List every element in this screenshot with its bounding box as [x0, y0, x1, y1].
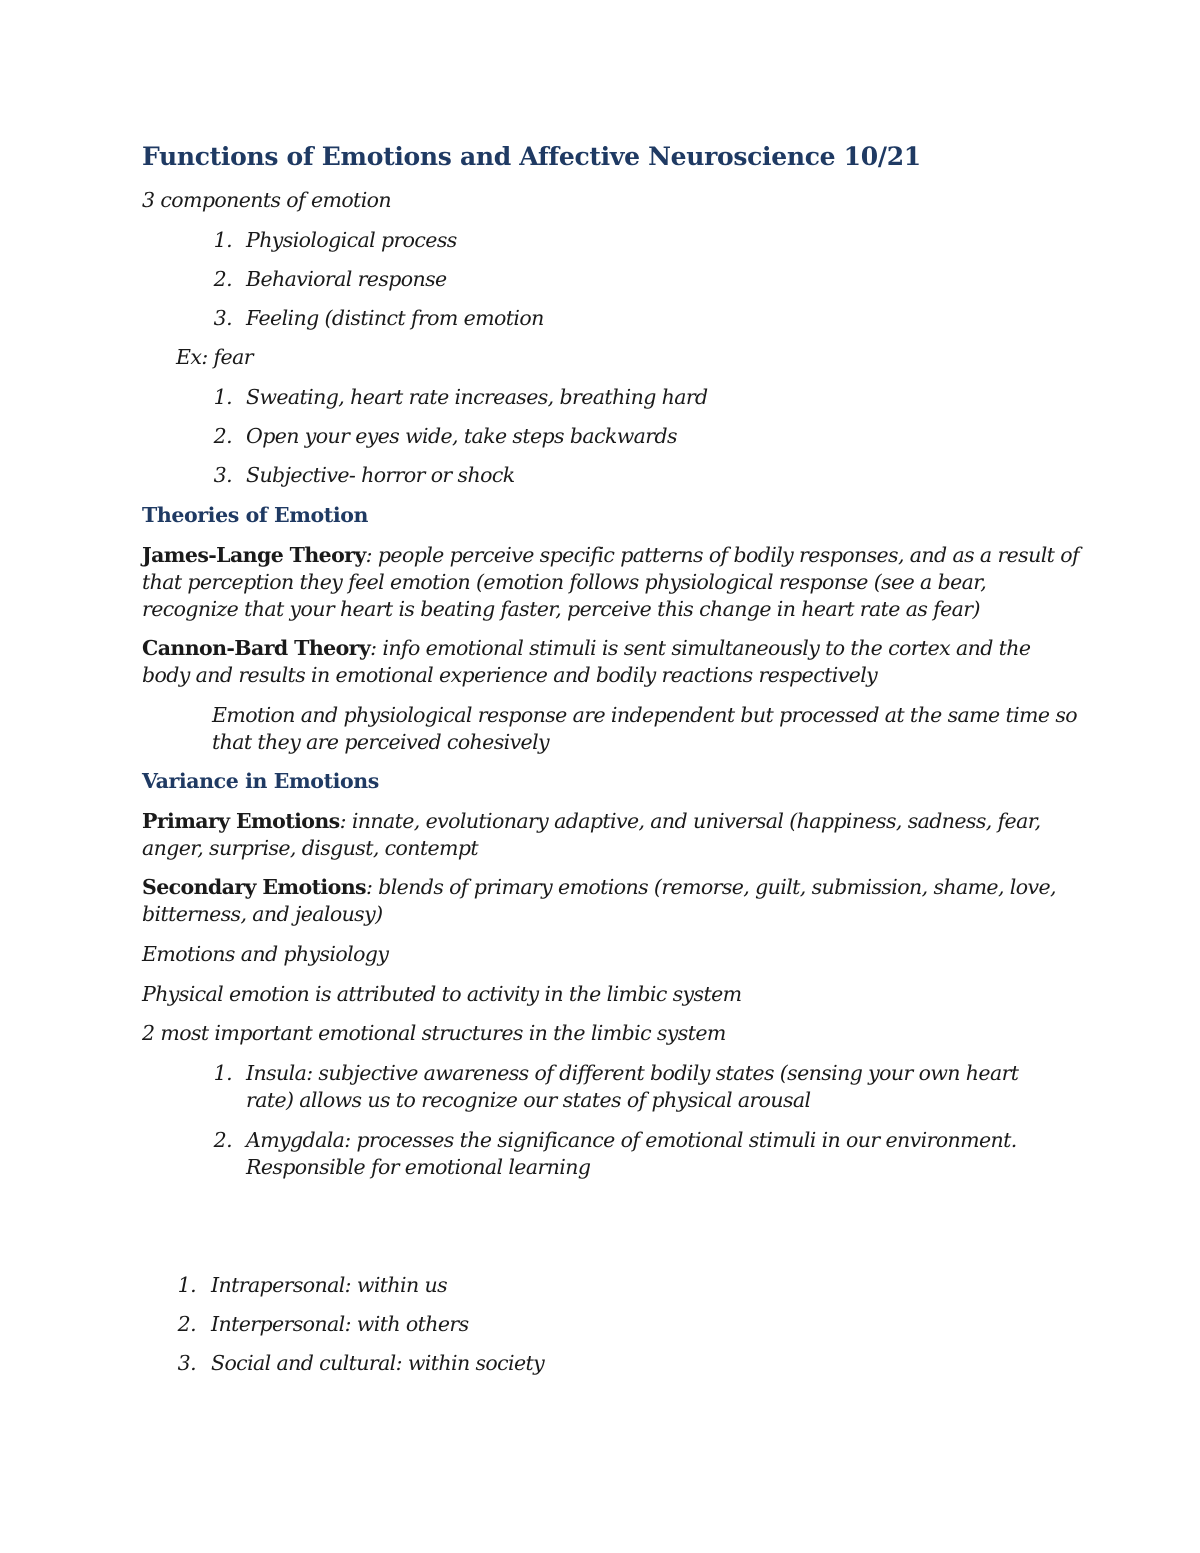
structures-intro: 2 most important emotional structures in the limbic system — [142, 1021, 726, 1045]
cannon-bard-note: Emotion and physiological response are independent but processed at the same time so — [212, 703, 1077, 727]
example-label: Ex: fear — [176, 345, 253, 369]
limbic-line: Physical emotion is attributed to activity in the limbic system — [142, 982, 742, 1006]
james-lange-term: James-Lange Theory — [142, 543, 366, 567]
cannon-bard-term: Cannon-Bard Theory — [142, 636, 371, 660]
page-title: Functions of Emotions and Affective Neuroscience 10/21 — [142, 142, 921, 171]
components-intro: 3 components of emotion — [142, 188, 391, 212]
secondary-emotions-term: Secondary Emotions — [142, 875, 366, 899]
primary-emotions-term: Primary Emotions — [142, 809, 340, 833]
document-page: Functions of Emotions and Affective Neuroscience 10/21 3 components of emotion 1. Physiological process 2. Behavioral response 3. Feeling (distinct from emotion Ex: fear 1. Sweating, heart rate increases, breathing hard 2. Open your eyes wide, take steps backwards 3. Subjective- horror or shock Theories of Emotion James-Lange Theory: people perceive specific patterns of bodily responses, and as a result of that perception they feel emotion (emotion follows physiological response (see a bear, recognize that your heart is beating faster, perceive this change in heart rate as fear) Cannon-Bard Theory: info emotional stimuli is sent simultaneously to the cortex and the body and results in emotional experience and bodily reactions respectively Emotion and physiological response are independent but processed at the same time so that they are perceived cohesively Variance in Emotions Primary Emotions: innate, evolutionary adaptive, and universal (happiness, sadness, fear, anger, surprise, disgust, contempt Secondary Emotions: blends of primary emotions (remorse, guilt, submission, shame, love, bitterness, and jealousy) Emotions and physiology Physical emotion is attributed to activity in the limbic system 2 most important emotional structures in the limbic system 1. Insula: subjective awareness of different bodily states (sensing your own heart rate) allows us to recognize our states of physical arousal 2. Amygdala: processes the significance of emotional stimuli in our environment. Responsible for emotional learning 1. Intrapersonal: within us 2. Interpersonal: with others 3. Social and cultural: within society — [142, 142, 1079, 1375]
theories-heading: Theories of Emotion — [142, 503, 369, 527]
variance-heading: Variance in Emotions — [142, 769, 379, 793]
physiology-label: Emotions and physiology — [142, 942, 389, 966]
